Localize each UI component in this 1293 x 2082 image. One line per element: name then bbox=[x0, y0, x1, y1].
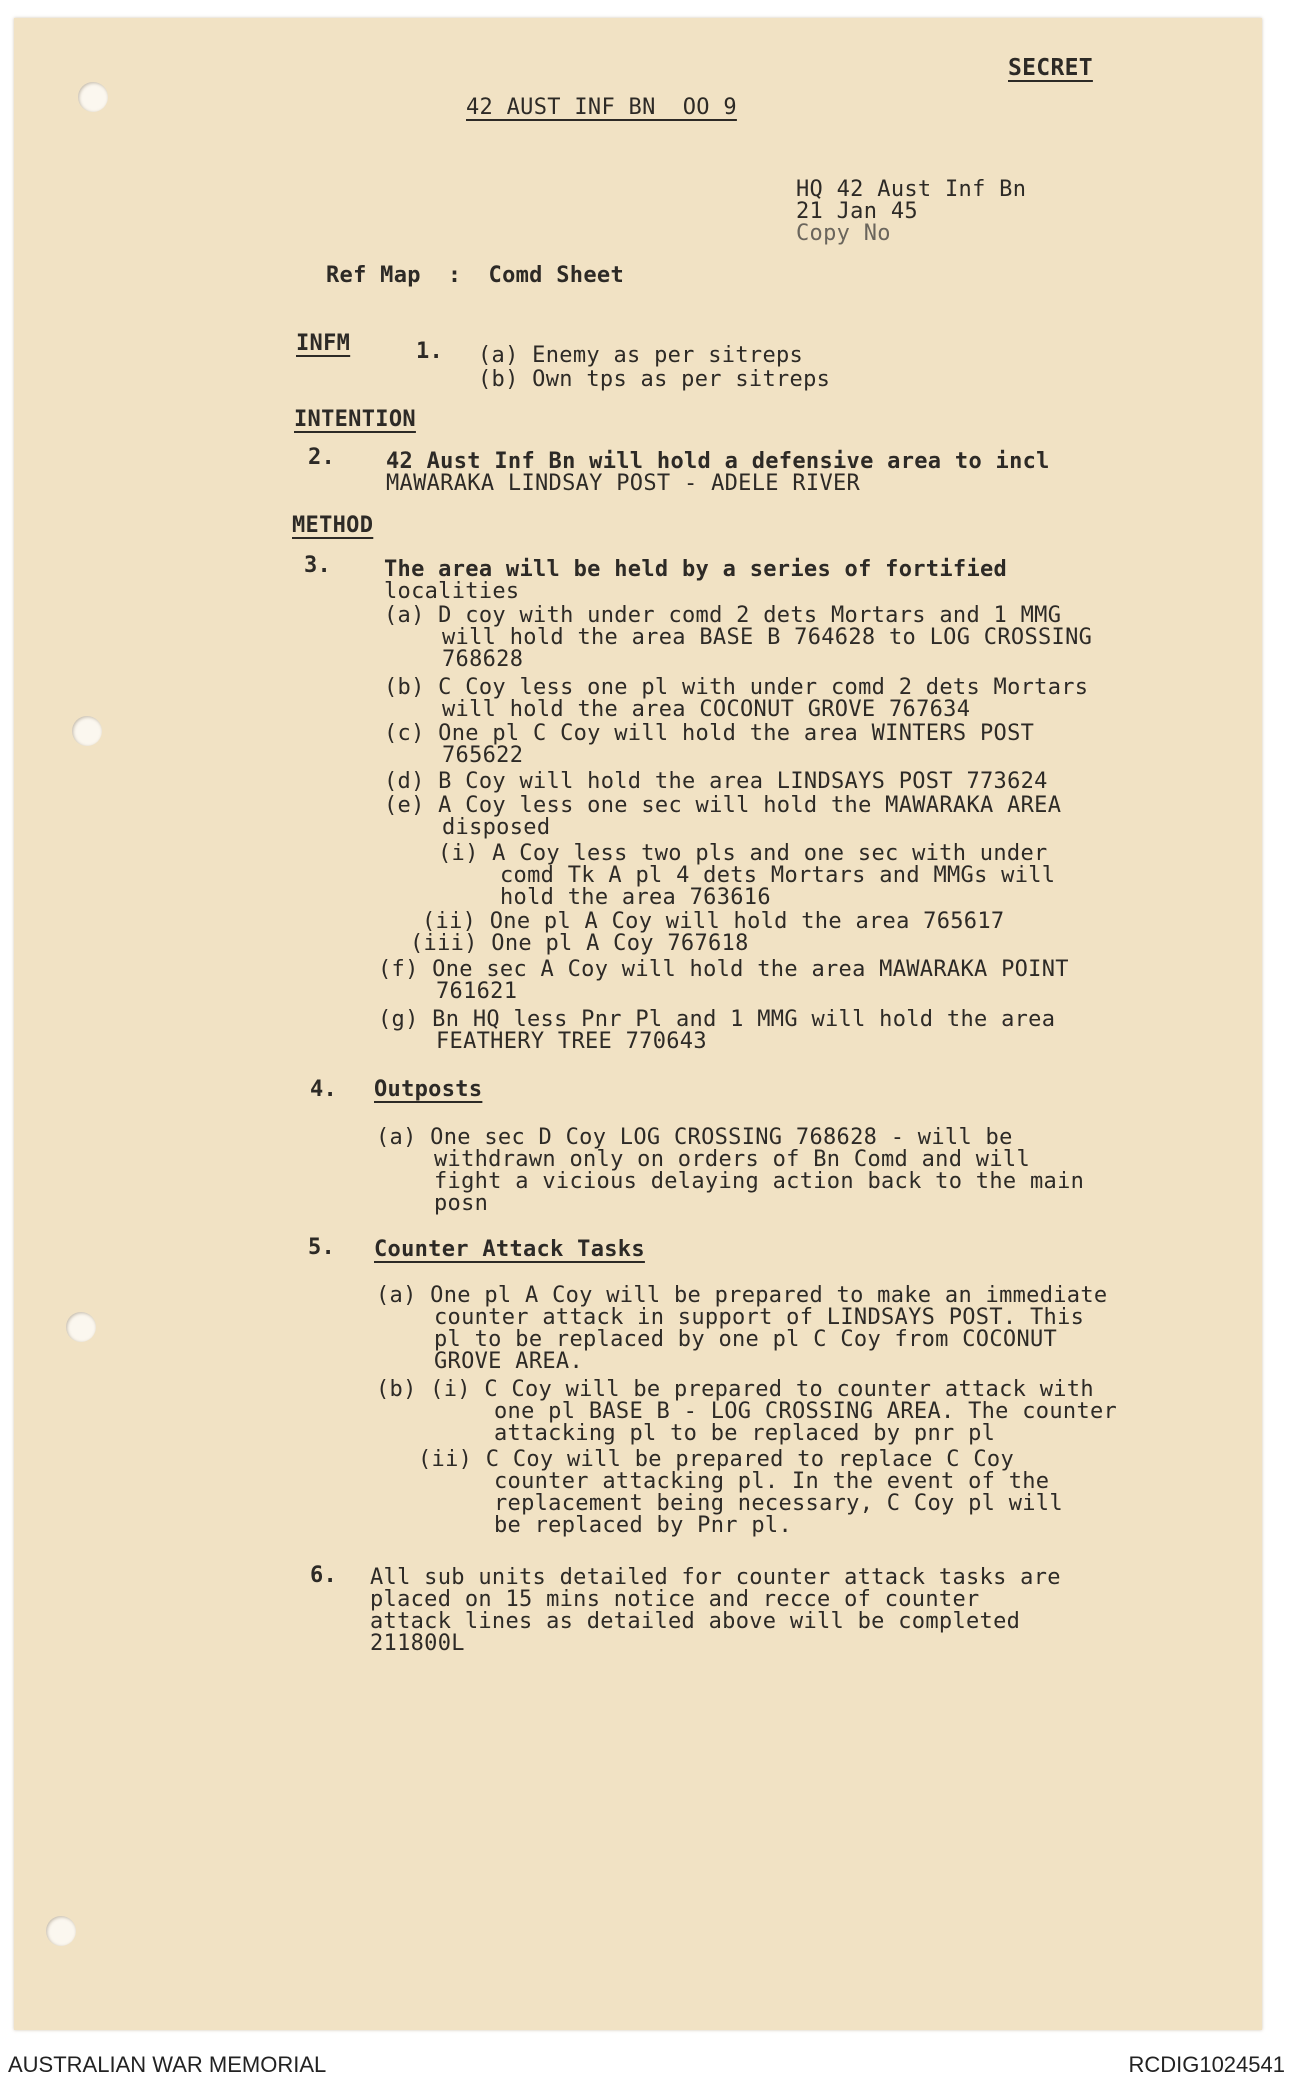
footer-source: AUSTRALIAN WAR MEMORIAL bbox=[8, 2052, 327, 2077]
intention-line: MAWARAKA LINDSAY POST - ADELE RIVER bbox=[386, 471, 861, 496]
para6-line: 211800L bbox=[370, 1631, 465, 1656]
para6-line: All sub units detailed for counter attack tasks are bbox=[370, 1565, 1061, 1590]
counter-attack-line: (a) One pl A Coy will be prepared to make an immediate bbox=[376, 1283, 1108, 1308]
counter-attack-line: replacement being necessary, C Coy pl will bbox=[494, 1491, 1063, 1516]
outposts-line: fight a vicious delaying action back to the main bbox=[434, 1169, 1085, 1194]
method-line: 768628 bbox=[442, 647, 524, 672]
method-line: (e) A Coy less one sec will hold the MAWARAKA AREA bbox=[384, 793, 1062, 818]
method-line: will hold the area COCONUT GROVE 767634 bbox=[442, 697, 971, 722]
outposts-line: withdrawn only on orders of Bn Comd and will bbox=[434, 1147, 1030, 1172]
date-line: 21 Jan 45 bbox=[796, 199, 918, 224]
method-line: (b) C Coy less one pl with under comd 2 dets Mortars bbox=[384, 675, 1089, 700]
para6-line: attack lines as detailed above will be completed bbox=[370, 1609, 1021, 1634]
method-line: (i) A Coy less two pls and one sec with under bbox=[438, 841, 1048, 866]
method-line: hold the area 763616 bbox=[500, 885, 771, 910]
para-number: 1. bbox=[416, 339, 444, 364]
punch-hole bbox=[72, 716, 102, 746]
method-line: comd Tk A pl 4 dets Mortars and MMGs will bbox=[500, 863, 1056, 888]
para-number: 5. bbox=[308, 1235, 336, 1260]
method-line: will hold the area BASE B 764628 to LOG CROSSING bbox=[442, 625, 1093, 650]
infm-item: (b) Own tps as per sitreps bbox=[478, 367, 831, 392]
hq-line: HQ 42 Aust Inf Bn bbox=[796, 177, 1027, 202]
outposts-line: posn bbox=[434, 1191, 489, 1216]
para-number: 4. bbox=[310, 1077, 338, 1102]
para-number: 2. bbox=[308, 445, 336, 470]
counter-attack-heading: Counter Attack Tasks bbox=[374, 1237, 645, 1262]
para-number: 6. bbox=[310, 1563, 338, 1588]
method-line: localities bbox=[384, 579, 520, 604]
para-number: 3. bbox=[304, 553, 332, 578]
method-line: (ii) One pl A Coy will hold the area 765617 bbox=[422, 909, 1005, 934]
method-heading: METHOD bbox=[292, 513, 374, 538]
method-line: (iii) One pl A Coy 767618 bbox=[410, 931, 749, 956]
para6-line: placed on 15 mins notice and recce of counter bbox=[370, 1587, 980, 1612]
method-line: (g) Bn HQ less Pnr Pl and 1 MMG will hold the area bbox=[378, 1007, 1056, 1032]
ref-map: Ref Map : Comd Sheet bbox=[326, 263, 624, 288]
punch-hole bbox=[46, 1916, 76, 1946]
method-line: The area will be held by a series of fortified bbox=[384, 557, 1008, 582]
counter-attack-line: GROVE AREA. bbox=[434, 1349, 583, 1374]
method-line: (c) One pl C Coy will hold the area WINTERS POST bbox=[384, 721, 1035, 746]
counter-attack-line: counter attacking pl. In the event of the bbox=[494, 1469, 1050, 1494]
method-line: 765622 bbox=[442, 743, 524, 768]
classification-marking: SECRET bbox=[1008, 55, 1093, 81]
infm-heading: INFM bbox=[296, 331, 351, 356]
counter-attack-line: one pl BASE B - LOG CROSSING AREA. The counter bbox=[494, 1399, 1118, 1424]
method-line: disposed bbox=[442, 815, 551, 840]
method-line: 761621 bbox=[436, 979, 518, 1004]
outposts-line: (a) One sec D Coy LOG CROSSING 768628 - will be bbox=[376, 1125, 1013, 1150]
counter-attack-line: pl to be replaced by one pl C Coy from COCONUT bbox=[434, 1327, 1058, 1352]
intention-heading: INTENTION bbox=[294, 407, 416, 432]
footer-id: RCDIG1024541 bbox=[1128, 2052, 1285, 2077]
punch-hole bbox=[66, 1312, 96, 1342]
method-line: (f) One sec A Coy will hold the area MAWARAKA POINT bbox=[378, 957, 1069, 982]
order-title: 42 AUST INF BN OO 9 bbox=[466, 95, 737, 120]
punch-hole bbox=[78, 82, 108, 112]
method-line: FEATHERY TREE 770643 bbox=[436, 1029, 707, 1054]
infm-item: (a) Enemy as per sitreps bbox=[478, 343, 804, 368]
counter-attack-line: attacking pl to be replaced by pnr pl bbox=[494, 1421, 996, 1446]
copy-line: Copy No bbox=[796, 221, 891, 246]
method-line: (d) B Coy will hold the area LINDSAYS POST 773624 bbox=[384, 769, 1048, 794]
outposts-heading: Outposts bbox=[374, 1077, 483, 1102]
intention-line: 42 Aust Inf Bn will hold a defensive area to incl bbox=[386, 449, 1050, 474]
method-line: (a) D coy with under comd 2 dets Mortars and 1 MMG bbox=[384, 603, 1062, 628]
counter-attack-line: counter attack in support of LINDSAYS POST. This bbox=[434, 1305, 1085, 1330]
counter-attack-line: (ii) C Coy will be prepared to replace C Coy bbox=[418, 1447, 1014, 1472]
counter-attack-line: (b) (i) C Coy will be prepared to counter attack with bbox=[376, 1377, 1094, 1402]
archive-footer bbox=[0, 2048, 1293, 2082]
counter-attack-line: be replaced by Pnr pl. bbox=[494, 1513, 792, 1538]
document-page bbox=[14, 18, 1262, 2030]
